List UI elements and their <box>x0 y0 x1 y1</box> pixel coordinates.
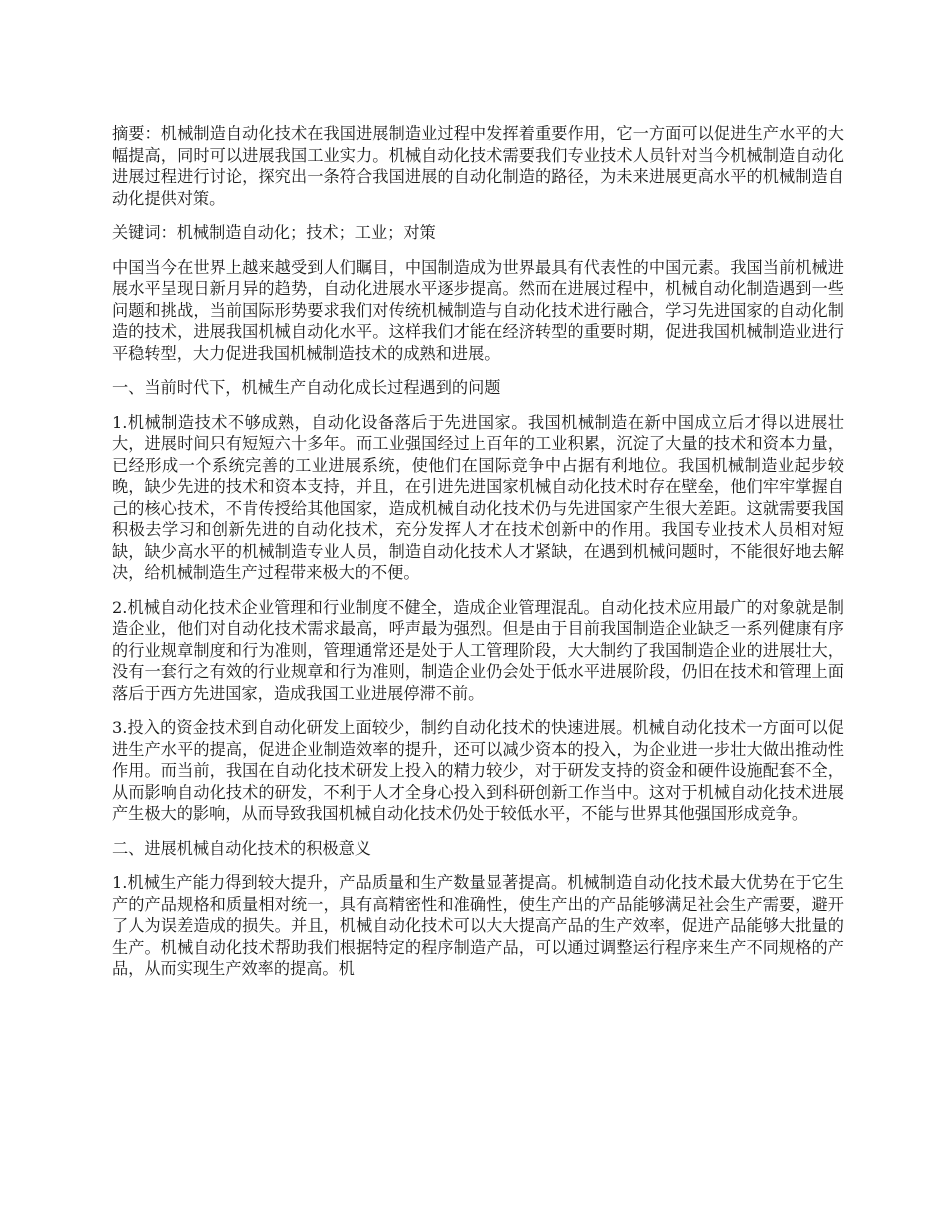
section-heading-1: 一、当前时代下，机械生产自动化成长过程遇到的问题 <box>112 378 501 397</box>
section1-paragraph-2: 2.机械自动化技术企业管理和行业制度不健全，造成企业管理混乱。自动化技术应用最广的对象就是制造企业，他们对自动化技术需求最高，呼声最为强烈。但是由于目前我国制造企业缺乏一系列健康有序的行业规章制度和行为准则，管理通常还是处于人工管理阶段，大大制约了我国制造企业的进展壮大，没有一套行之有效的行业规章和行为准则，制造企业仍会处于低水平进展阶段，仍旧在技术和管理上面落后于西方先进国家，造成我国工业进展停滞不前。 <box>112 597 844 703</box>
section1-paragraph-1: 1.机械制造技术不够成熟，自动化设备落后于先进国家。我国机械制造在新中国成立后才得以进展壮大，进展时间只有短短六十多年。而工业强国经过上百年的工业积累，沉淀了大量的技术和资本力量，已经形成一个系统完善的工业进展系统，使他们在国际竞争中占据有利地位。我国机械制造业起步较晚，缺少先进的技术和资本支持，并且，在引进先进国家机械自动化技术时存在壁垒，他们牢牢掌握自己的核心技术，不肯传授给其他国家，造成机械自动化技术仍与先进国家产生很大差距。这就需要我国积极去学习和创新先进的自动化技术，充分发挥人才在技术创新中的作用。我国专业技术人员相对短缺，缺少高水平的机械制造专业人员，制造自动化技术人才紧缺，在遇到机械问题时，不能很好地去解决，给机械制造生产过程带来极大的不便。 <box>112 412 844 582</box>
section2-paragraph-1: 1.机械生产能力得到较大提升，产品质量和生产数量显著提高。机械制造自动化技术最大优势在于它生产的产品规格和质量相对统一，具有高精密性和准确性，使生产出的产品能够满足社会生产需要，避开了人为误差造成的损失。并且，机械自动化技术可以大大提高产品的生产效率，促进产品能够大批量的生产。机械自动化技术帮助我们根据特定的程序制造产品，可以通过调整运行程序来生产不同规格的产品，从而实现生产效率的提高。机 <box>112 873 844 978</box>
section-heading-2: 二、进展机械自动化技术的积极意义 <box>112 838 371 858</box>
keywords-line: 关键词：机械制造自动化；技术；工业；对策 <box>112 223 436 242</box>
section1-paragraph-3: 3.投入的资金技术到自动化研发上面较少，制约自动化技术的快速进展。机械自动化技术一方面可以促进生产水平的提高，促进企业制造效率的提升，还可以减少资本的投入，为企业进一步壮大做出推动性作用。而当前，我国在自动化技术研发上投入的精力较少，对于研发支持的资金和硬件设施配套不全，从而影响自动化技术的研发，不利于人才全身心投入到科研创新工作当中。这对于机械自动化技术进展产生极大的影响，从而导致我国机械自动化技术仍处于较低水平，不能与世界其他强国形成竞争。 <box>112 718 844 823</box>
intro-paragraph: 中国当今在世界上越来越受到人们瞩目，中国制造成为世界最具有代表性的中国元素。我国当前机械进展水平呈现日新月异的趋势，自动化进展水平逐步提高。然而在进展过程中，机械自动化制造遇到一些问题和挑战，当前国际形势要求我们对传统机械制造与自动化技术进行融合，学习先进国家的自动化制造的技术，进展我国机械自动化水平。这样我们才能在经济转型的重要时期，促进我国机械制造业进行平稳转型，大力促进我国机械制造技术的成熟和进展。 <box>112 257 844 363</box>
document-body <box>112 123 844 993</box>
abstract-paragraph: 摘要：机械制造自动化技术在我国进展制造业过程中发挥着重要作用，它一方面可以促进生产水平的大幅提高，同时可以进展我国工业实力。机械自动化技术需要我们专业技术人员针对当今机械制造自动化进展过程进行讨论，探究出一条符合我国进展的自动化制造的路径，为未来进展更高水平的机械制造自动化提供对策。 <box>112 124 844 208</box>
